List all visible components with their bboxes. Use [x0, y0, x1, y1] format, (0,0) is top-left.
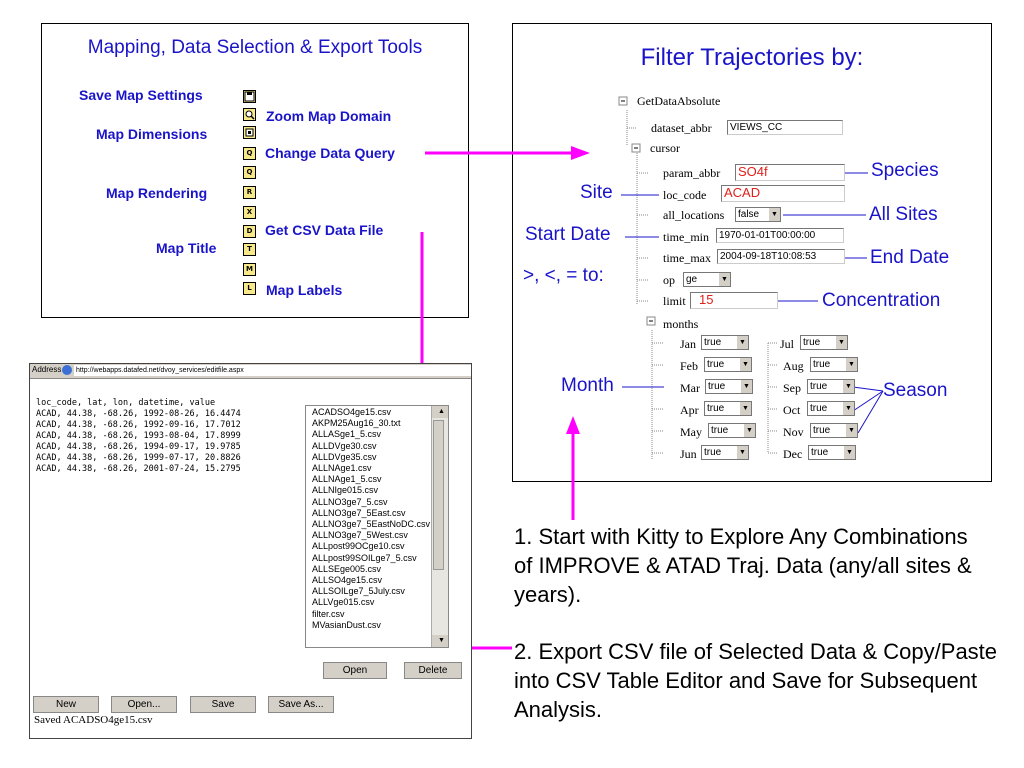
time-max-label: time_max: [663, 251, 711, 265]
file-list-item[interactable]: ALLVge015.csv: [312, 597, 375, 608]
tools-panel-title: Mapping, Data Selection & Export Tools: [87, 37, 423, 58]
map-rendering-label: Map Rendering: [106, 185, 208, 201]
dropdown-arrow-icon: ▼: [739, 402, 751, 415]
file-list-item[interactable]: ALLSO4ge15.csv: [312, 575, 383, 586]
ie-page-icon: [62, 365, 72, 375]
file-list-item[interactable]: filter.csv: [312, 608, 345, 619]
month-mar-label: Mar: [680, 381, 700, 395]
query-button-1[interactable]: Q: [243, 147, 256, 160]
file-list-item[interactable]: ALLNIge015.csv: [312, 485, 379, 496]
dropdown-arrow-icon: ▼: [845, 424, 857, 437]
month-dec-select[interactable]: [808, 445, 856, 460]
month-sep-value: true: [810, 381, 828, 392]
file-list-item[interactable]: ALLDVge30.csv: [312, 440, 377, 451]
month-feb-select[interactable]: [704, 357, 752, 372]
month-apr-select[interactable]: [704, 401, 752, 416]
save-button[interactable]: Save: [190, 696, 256, 713]
scroll-up-icon[interactable]: ▲: [432, 406, 448, 418]
address-label: Address: [32, 365, 62, 374]
month-nov-value: true: [813, 425, 831, 436]
file-list-item[interactable]: ALLpost99OCge10.csv: [312, 541, 405, 552]
x-button[interactable]: X: [243, 206, 256, 219]
note-2: 2. Export CSV file of Selected Data & Copy/Paste into CSV Table Editor and Save for Subsequent Analysis.: [514, 639, 998, 722]
month-jun-value: true: [704, 447, 722, 458]
op-callout: >, <, = to:: [523, 265, 604, 286]
season-callout: Season: [883, 380, 948, 401]
file-list-item[interactable]: ALLNO3ge7_5West.csv: [312, 530, 408, 541]
dropdown-arrow-icon: ▼: [843, 446, 855, 459]
month-may-select[interactable]: [708, 423, 756, 438]
status-text: Saved ACADSO4ge15.csv: [34, 714, 153, 726]
get-csv-data-file-label: Get CSV Data File: [265, 222, 384, 238]
month-sep-label: Sep: [783, 381, 801, 395]
filter-panel-title: Filter Trajectories by:: [640, 44, 864, 71]
month-mar-value: true: [708, 381, 726, 392]
month-jul-value: true: [803, 337, 821, 348]
dropdown-arrow-icon: ▼: [743, 424, 755, 437]
time-max-input[interactable]: 2004-09-18T10:08:53: [717, 249, 845, 264]
file-list-item[interactable]: ALLDVge35.csv: [312, 451, 377, 462]
month-jul-label: Jul: [780, 337, 795, 351]
file-list-item[interactable]: ALLNO3ge7_5EastNoDC.csv: [312, 519, 431, 530]
file-list-items: [306, 406, 437, 631]
delete-button[interactable]: Delete: [404, 662, 462, 679]
dropdown-arrow-icon: ▼: [842, 402, 854, 415]
op-label: op: [663, 273, 675, 287]
dataset-abbr-input[interactable]: VIEWS_CC: [727, 120, 843, 135]
file-list-item[interactable]: ALLNAge1_5.csv: [312, 474, 382, 485]
time-min-label: time_min: [663, 230, 709, 244]
month-may-value: true: [711, 425, 729, 436]
loc-code-input[interactable]: ACAD: [721, 185, 845, 202]
month-oct-select[interactable]: [807, 401, 855, 416]
month-dec-label: Dec: [783, 447, 803, 461]
file-list-item[interactable]: ALLpost99SOILge7_5.csv: [312, 552, 417, 563]
month-nov-label: Nov: [783, 425, 804, 439]
param-abbr-input[interactable]: SO4f: [735, 164, 845, 181]
month-jan-label: Jan: [680, 337, 696, 351]
limit-label: limit: [663, 294, 686, 308]
dropdown-arrow-icon: ▼: [740, 380, 752, 393]
month-aug-value: true: [813, 359, 831, 370]
new-button[interactable]: New: [33, 696, 99, 713]
title-button[interactable]: T: [243, 243, 256, 256]
address-bar: [30, 364, 471, 379]
note-1: 1. Start with Kitty to Explore Any Combinations of IMPROVE & ATAD Traj. Data (any/all sites & years).: [514, 524, 972, 607]
file-list-item[interactable]: ALLNAge1.csv: [312, 463, 372, 474]
month-apr-label: Apr: [680, 403, 699, 417]
file-list-item[interactable]: ALLASge1_5.csv: [312, 429, 382, 440]
scroll-thumb[interactable]: [433, 420, 444, 570]
site-callout: Site: [580, 182, 613, 203]
month-dec-value: true: [811, 447, 829, 458]
month-sep-select[interactable]: [807, 379, 855, 394]
file-list-scrollbar[interactable]: [431, 406, 448, 647]
month-callout: Month: [561, 375, 614, 396]
dropdown-arrow-icon: ▼: [842, 380, 854, 393]
file-list-item[interactable]: ALLSEge005.csv: [312, 563, 382, 574]
file-list-item[interactable]: ALLSOILge7_5July.csv: [312, 586, 405, 597]
month-jul-select[interactable]: [800, 335, 848, 350]
loc-code-label: loc_code: [663, 188, 707, 202]
start-date-callout: Start Date: [525, 224, 611, 245]
dropdown-arrow-icon: ▼: [739, 358, 751, 371]
dropdown-arrow-icon: ▼: [718, 273, 730, 286]
csv-text-area[interactable]: loc_code, lat, lon, datetime, value ACAD, 44.38, -68.26, 1992-08-26, 16.4474 ACAD, 44.38, -68.26, 1992-09-16, 17.7012 ACAD, 44.38, -68.26, 1993-08-04, 17.8999 ACAD, 44.38, -68.26, 1994-09-17, 19.9785 ACAD, 44.38, -68.26, 1999-07-17, 20.8826 ACAD, 44.38, -68.26, 2001-07-24, 15.2795: [36, 398, 241, 474]
dropdown-arrow-icon: ▼: [768, 208, 780, 221]
file-list-item[interactable]: MVasianDust.csv: [312, 619, 381, 630]
open-button[interactable]: Open: [323, 662, 387, 679]
months-label: months: [663, 317, 699, 331]
file-list-item[interactable]: ALLNO3ge7_5East.csv: [312, 507, 406, 518]
month-jan-select[interactable]: [701, 335, 749, 350]
all-locations-select[interactable]: [735, 207, 781, 222]
param-abbr-label: param_abbr: [663, 166, 721, 180]
save-map-settings-label: Save Map Settings: [79, 87, 203, 103]
address-url-field[interactable]: http://webapps.datafed.net/dvoy_services/editfile.aspx: [74, 365, 471, 376]
cursor-label: cursor: [650, 141, 680, 155]
file-list[interactable]: [305, 405, 449, 648]
m-button[interactable]: M: [243, 263, 256, 276]
dropdown-arrow-icon: ▼: [845, 358, 857, 371]
rendering-button[interactable]: R: [243, 186, 256, 199]
map-dimensions-label: Map Dimensions: [96, 126, 208, 142]
month-feb-value: true: [707, 359, 725, 370]
month-may-label: May: [680, 425, 702, 439]
save-as-button[interactable]: Save As...: [268, 696, 334, 713]
zoom-map-domain-label: Zoom Map Domain: [266, 108, 392, 124]
map-title-label: Map Title: [156, 240, 217, 256]
open-dialog-button[interactable]: Open...: [111, 696, 177, 713]
map-labels-label: Map Labels: [266, 282, 343, 298]
time-min-input[interactable]: 1970-01-01T00:00:00: [716, 228, 844, 243]
month-oct-label: Oct: [783, 403, 801, 417]
op-select[interactable]: [683, 272, 731, 287]
dropdown-arrow-icon: ▼: [736, 446, 748, 459]
file-list-item[interactable]: AKPM25Aug16_30.txt: [312, 418, 401, 429]
dropdown-arrow-icon: ▼: [835, 336, 847, 349]
month-apr-value: true: [707, 403, 725, 414]
scroll-down-icon[interactable]: ▼: [432, 635, 448, 647]
all-sites-callout: All Sites: [869, 204, 938, 225]
all-locations-value: false: [738, 209, 760, 220]
month-jan-value: true: [704, 337, 722, 348]
data-file-button[interactable]: D: [243, 225, 256, 238]
op-value: ge: [686, 274, 698, 285]
month-jun-select[interactable]: [701, 445, 749, 460]
month-feb-label: Feb: [680, 359, 698, 373]
dropdown-arrow-icon: ▼: [736, 336, 748, 349]
labels-button[interactable]: L: [243, 282, 256, 295]
month-jun-label: Jun: [680, 447, 697, 461]
end-date-callout: End Date: [870, 247, 950, 268]
concentration-callout: Concentration: [822, 290, 941, 311]
query-button-2[interactable]: Q: [243, 166, 256, 179]
month-nov-select[interactable]: [810, 423, 858, 438]
species-callout: Species: [871, 160, 939, 181]
file-list-item[interactable]: ACADSO4ge15.csv: [312, 407, 392, 417]
month-mar-select[interactable]: [705, 379, 753, 394]
file-list-item[interactable]: ALLNO3ge7_5.csv: [312, 496, 388, 507]
change-data-query-label: Change Data Query: [265, 145, 395, 161]
month-aug-label: Aug: [783, 359, 804, 373]
dataset-abbr-label: dataset_abbr: [651, 121, 712, 135]
limit-input[interactable]: 15: [690, 292, 778, 309]
month-aug-select[interactable]: [810, 357, 858, 372]
all-locations-label: all_locations: [663, 208, 725, 222]
tree-root-label: GetDataAbsolute: [637, 94, 721, 108]
month-oct-value: true: [810, 403, 828, 414]
